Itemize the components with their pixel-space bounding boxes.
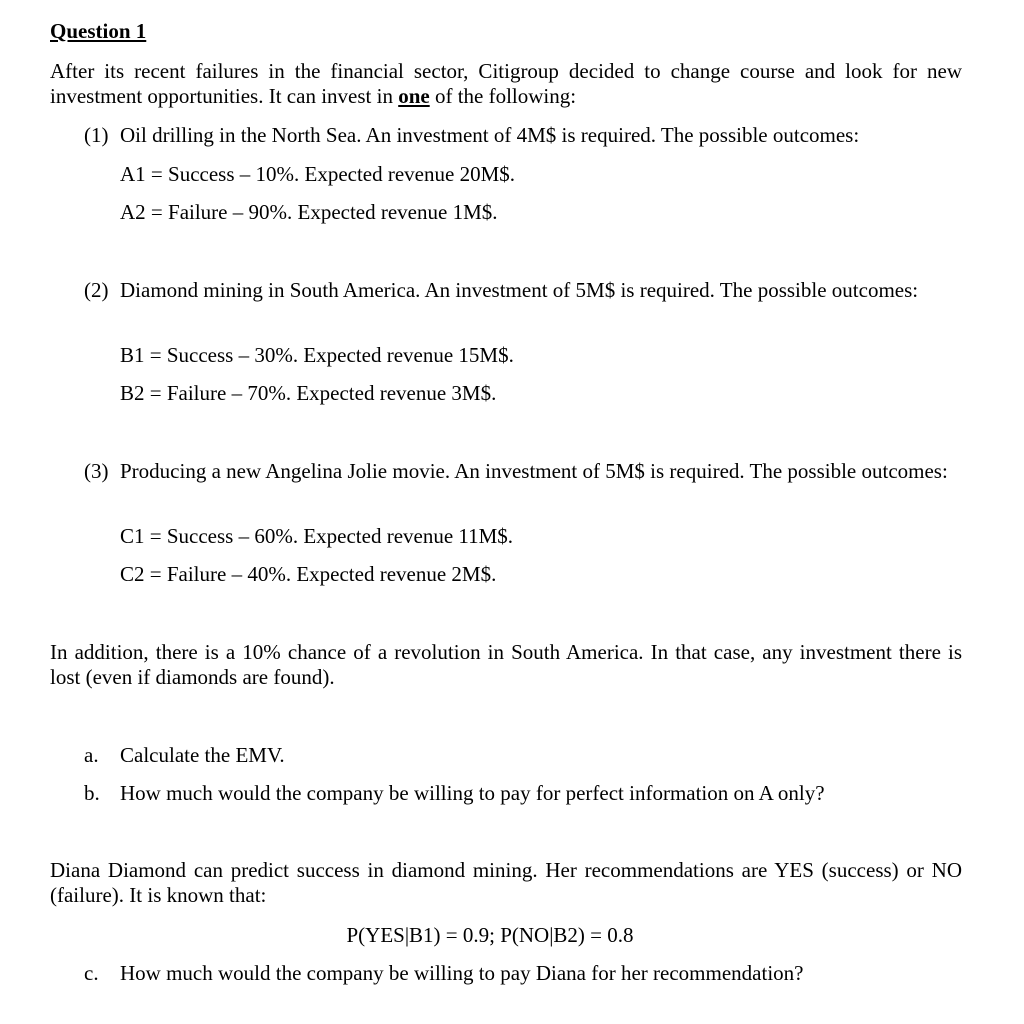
question-b-label: b. [84, 781, 100, 805]
question-title: Question 1 [50, 19, 147, 43]
option-2-number: (2) [84, 278, 109, 302]
option-2-heading [84, 278, 962, 303]
option-1-number: (1) [84, 123, 109, 147]
question-b [84, 781, 825, 806]
option-1-heading [84, 123, 962, 148]
question-c [84, 961, 803, 986]
question-c-text: How much would the company be willing to pay Diana for her recommendation? [120, 961, 804, 985]
option-3-heading [84, 459, 962, 484]
outcome-a1: A1 = Success – 10%. Expected revenue 20M$. [120, 162, 515, 186]
question-c-label: c. [84, 961, 99, 985]
diana-paragraph: Diana Diamond can predict success in diamond mining. Her recommendations are YES (success) or NO (failure). It is known that: [50, 858, 962, 907]
question-a-label: a. [84, 743, 99, 767]
option-2-text: Diamond mining in South America. An investment of 5M$ is required. The possible outcomes: [120, 278, 919, 302]
option-3-number: (3) [84, 459, 109, 483]
outcome-a2: A2 = Failure – 90%. Expected revenue 1M$. [120, 200, 498, 224]
outcome-c2: C2 = Failure – 40%. Expected revenue 2M$. [120, 562, 497, 586]
outcome-b1: B1 = Success – 30%. Expected revenue 15M$. [120, 343, 514, 367]
intro-text-after: of the following: [429, 84, 577, 108]
intro-emphasis: one [398, 84, 430, 108]
question-a [84, 743, 285, 768]
intro-paragraph [50, 59, 962, 109]
probability-formula: P(YES|B1) = 0.9; P(NO|B2) = 0.8 [346, 923, 634, 947]
outcome-b2: B2 = Failure – 70%. Expected revenue 3M$. [120, 381, 497, 405]
revolution-paragraph: In addition, there is a 10% chance of a revolution in South America. In that case, any investment there is lost (even if diamonds are found). [50, 640, 962, 689]
option-1-text: Oil drilling in the North Sea. An investment of 4M$ is required. The possible outcomes: [120, 123, 860, 147]
option-3-text: Producing a new Angelina Jolie movie. An investment of 5M$ is required. The possible outcomes: [120, 459, 948, 483]
question-a-text: Calculate the EMV. [120, 743, 285, 767]
question-b-text: How much would the company be willing to pay for perfect information on A only? [120, 781, 825, 805]
outcome-c1: C1 = Success – 60%. Expected revenue 11M$. [120, 524, 514, 548]
intro-text-before: After its recent failures in the financial sector, Citigroup decided to change course and look for new investment opportunities. It can invest in [50, 59, 962, 108]
